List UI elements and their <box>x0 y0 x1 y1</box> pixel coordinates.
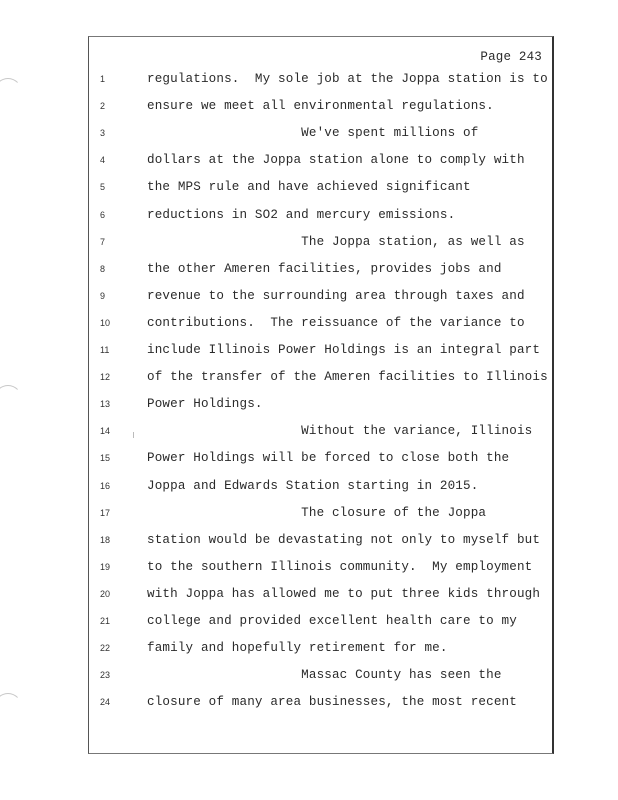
line-number: 19 <box>100 561 111 572</box>
page-number: Page 243 <box>480 50 542 64</box>
line-number: 20 <box>100 588 111 599</box>
transcript-line: Joppa and Edwards Station starting in 2015. <box>147 478 479 493</box>
transcript-line: family and hopefully retirement for me. <box>147 641 448 656</box>
transcript-line: Massac County has seen the <box>147 668 502 683</box>
transcript-line: include Illinois Power Holdings is an integral part <box>147 343 541 357</box>
punch-hole-mark <box>0 385 22 413</box>
line-number: 11 <box>100 345 110 355</box>
punch-hole-mark <box>0 693 22 721</box>
transcript-line: Power Holdings. <box>147 397 263 412</box>
transcript-line: reductions in SO2 and mercury emissions. <box>147 207 456 222</box>
line-number: 18 <box>100 534 111 545</box>
line-number: 4 <box>100 155 106 166</box>
line-number: 23 <box>100 670 111 681</box>
line-number: 12 <box>100 372 111 383</box>
transcript-line: regulations. My sole job at the Joppa station is to <box>147 72 548 86</box>
transcript-line: closure of many area businesses, the most recent <box>147 695 517 710</box>
line-number: 16 <box>100 480 111 491</box>
transcript-line: station would be devastating not only to myself but <box>147 532 541 547</box>
transcript-line: revenue to the surrounding area through taxes and <box>147 288 525 303</box>
transcript-line: contributions. The reissuance of the variance to <box>147 315 525 330</box>
transcript-line: college and provided excellent health care to my <box>147 614 517 628</box>
line-number: 2 <box>100 101 106 112</box>
transcript-line: The closure of the Joppa <box>147 505 487 520</box>
transcript-line: to the southern Illinois community. My employment <box>147 559 533 574</box>
line-number: 22 <box>100 643 111 654</box>
transcript-line: We've spent millions of <box>147 126 479 141</box>
line-number: 14 <box>100 426 111 437</box>
transcript-line: The Joppa station, as well as <box>147 234 525 249</box>
punch-hole-mark <box>0 78 22 106</box>
transcript-line: the MPS rule and have achieved significant <box>147 180 471 195</box>
line-number: 21 <box>100 616 111 626</box>
line-number: 9 <box>100 290 106 301</box>
transcript-line: ensure we meet all environmental regulations. <box>147 99 494 114</box>
line-number: 10 <box>100 317 111 328</box>
line-number: 7 <box>100 236 106 247</box>
margin-mark <box>133 432 134 438</box>
transcript-line: of the transfer of the Ameren facilities to Illinois <box>147 370 548 385</box>
line-number: 5 <box>100 182 106 193</box>
transcript-line: Power Holdings will be forced to close both the <box>147 451 510 466</box>
transcript-line: Without the variance, Illinois <box>147 424 533 439</box>
line-number: 8 <box>100 263 106 274</box>
line-number: 6 <box>100 209 106 220</box>
transcript-line: with Joppa has allowed me to put three kids through <box>147 586 541 601</box>
line-number: 15 <box>100 453 111 464</box>
line-number: 17 <box>100 507 111 518</box>
line-number: 13 <box>100 399 111 410</box>
line-number: 1 <box>100 74 106 84</box>
transcript-line: dollars at the Joppa station alone to comply with <box>147 153 525 168</box>
line-number: 24 <box>100 697 111 708</box>
line-number: 3 <box>100 128 106 139</box>
transcript-line: the other Ameren facilities, provides jobs and <box>147 261 502 276</box>
